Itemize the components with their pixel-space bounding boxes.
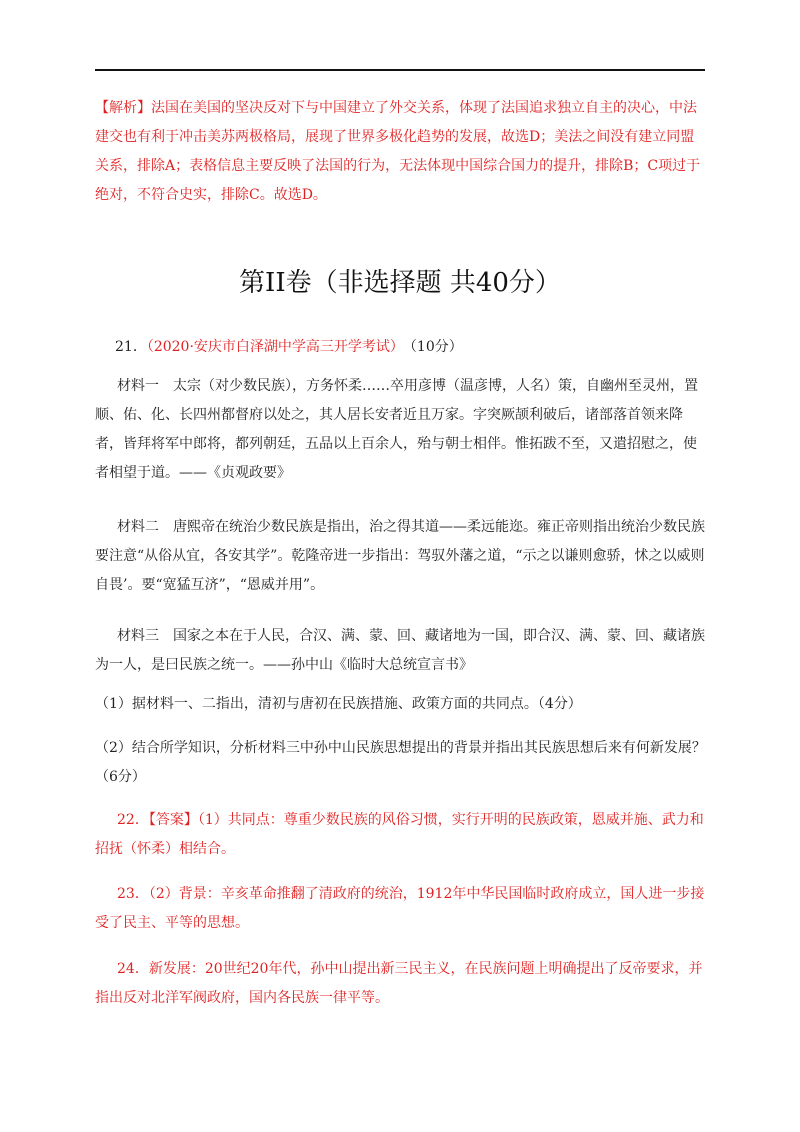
answer-22-text: （1）共同点：尊重少数民族的风俗习惯，实行开明的民族政策，恩威并施、武力和招抚（怀柔）相结合。 — [95, 812, 704, 857]
answer-24: 24．新发展：20世纪20年代，孙中山提出新三民主义，在民族问题上明确提出了反帝要求，并指出反对北洋军阀政府，国内各民族一律平等。 — [95, 961, 703, 1006]
question-number: 21． — [115, 339, 147, 355]
answer-22-number: 22． — [117, 812, 149, 828]
analysis-paragraph — [95, 94, 707, 210]
analysis-label: 【解析】 — [95, 100, 151, 116]
sub-question-2: （2）结合所学知识，分析材料三中孙中山民族思想提出的背景并指出其民族思想后来有何新发展？（6分） — [95, 740, 706, 785]
answer-22-label: 【答案】 — [148, 812, 198, 828]
answer-23: 23．（2）背景：辛亥革命推翻了清政府的统治，1912年中华民国临时政府成立，国人进一步接受了民主、平等的思想。 — [95, 886, 705, 931]
analysis-text: 法国在美国的坚决反对下与中国建立了外交关系，体现了法国追求独立自主的决心，中法建交也有利于冲击美苏两极格局，展现了世界多极化趋势的发展，故选D；美法之间没有建立同盟关系，排除A；表格信息主要反映了法国的行为，无法体现中国综合国力的提升，排除B；C项过于绝对，不符合史实，排除C。故选D。 — [95, 100, 701, 203]
top-rule — [95, 69, 705, 71]
question-score: （10分） — [409, 339, 463, 355]
sub-question-1: （1）据材料一、二指出，清初与唐初在民族措施、政策方面的共同点。（4分） — [95, 696, 582, 712]
question-header — [95, 333, 707, 362]
material-2: 材料二 唐熙帝在统治少数民族是指出，治之得其道——柔远能迩。雍正帝则指出统治少数民族要注意“从俗从宜，各安其学”。乾隆帝进一步指出：驾驭外藩之道，“示之以谦则愈骄，怵之以威则自畏’。要“宽猛互济”，“恩威并用”。 — [95, 519, 705, 593]
question-source: （2020·安庆市白泽湖中学高三开学考试） — [146, 339, 404, 355]
material-1: 材料一 太宗（对少数民族），方务怀柔……卒用彦博（温彦博，人名）策，自幽州至灵州，置顺、佑、化、长四州都督府以处之，其人居长安者近且万家。字突厥颉利破后，诸部落首领来降者，皆拜将军中郎将，都列朝廷，五品以上百余人，殆与朝士相伴。惟拓跋不至，又遣招慰之，使者相望于道。——《贞观政要》 — [95, 378, 698, 481]
material-3: 材料三 国家之本在于人民，合汉、满、蒙、回、藏诸地为一国，即合汉、满、蒙、回、藏诸族为一人，是曰民族之统一。——孙中山《临时大总统宣言书》 — [95, 628, 705, 673]
section-title: 第II卷（非选择题 共40分） — [239, 268, 561, 298]
answer-22 — [95, 806, 707, 864]
